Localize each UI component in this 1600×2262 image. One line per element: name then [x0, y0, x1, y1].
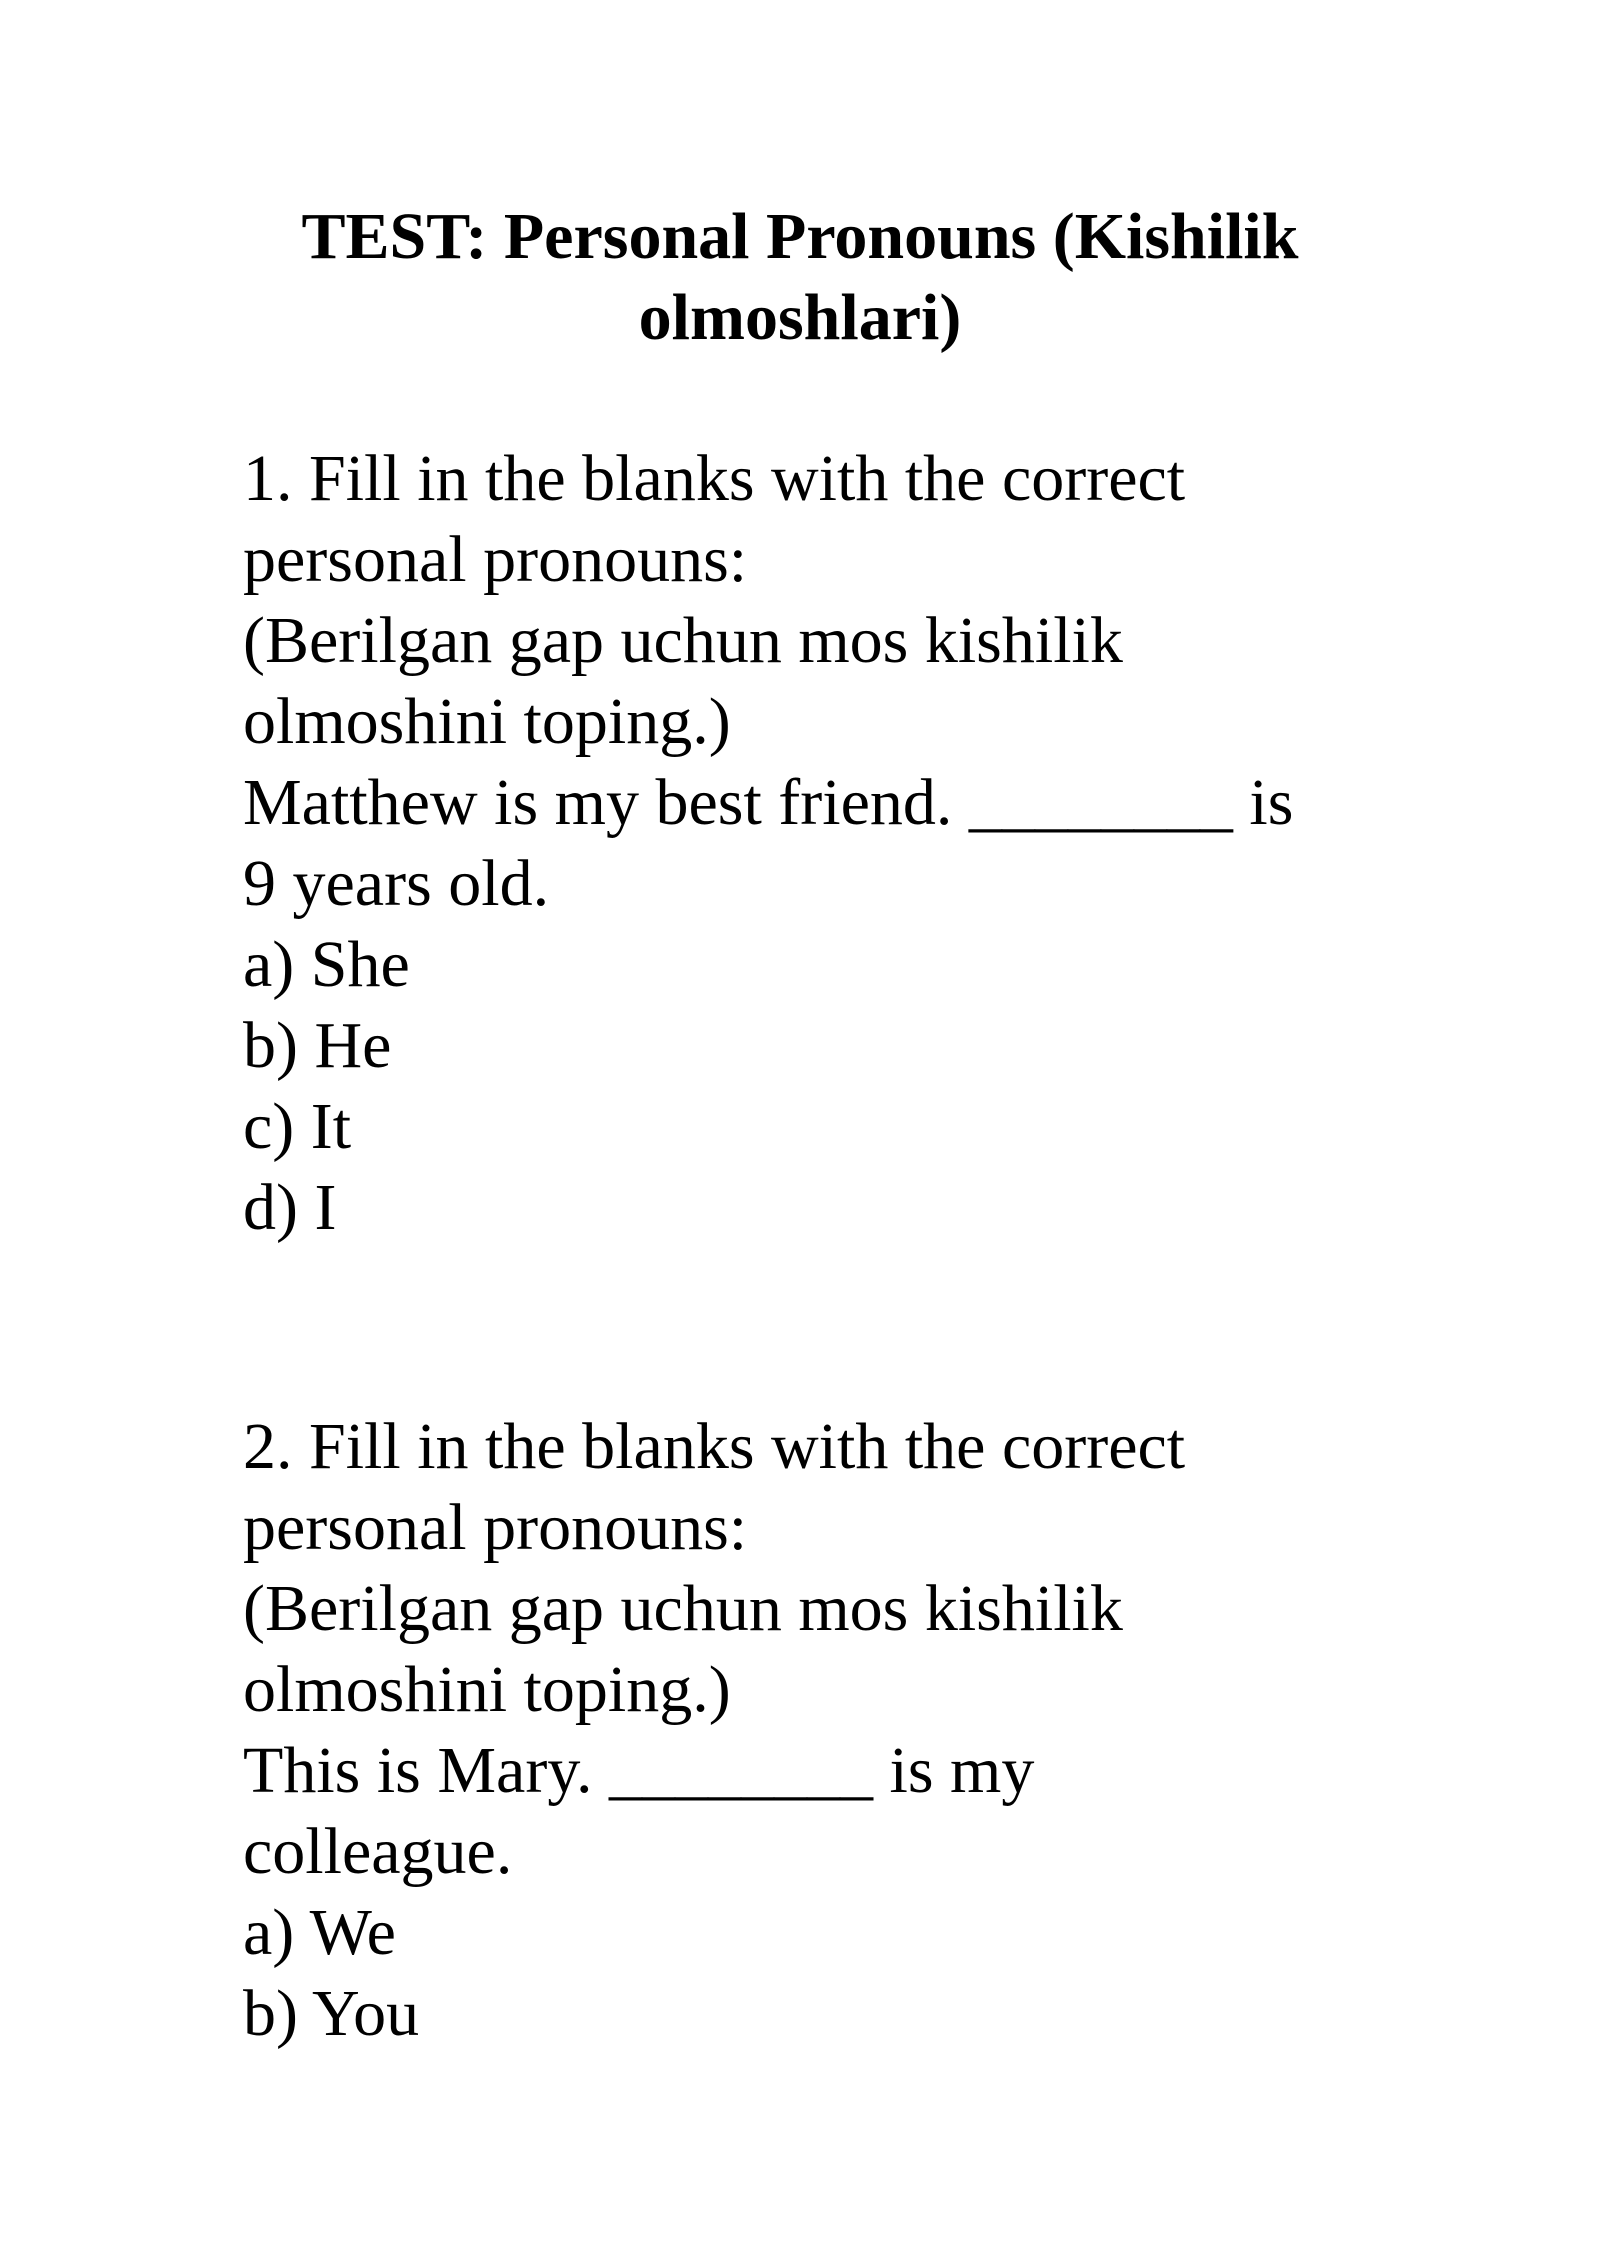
question-1-translation-line-1: (Berilgan gap uchun mos kishilik	[243, 604, 1123, 677]
question-1-sentence-line-1: Matthew is my best friend. ________ is	[243, 766, 1294, 839]
question-2-option-b: b) You	[243, 1977, 420, 2050]
question-1-translation-line-2: olmoshini toping.)	[243, 685, 731, 758]
question-2-sentence-line-2: colleague.	[243, 1815, 513, 1888]
question-2-translation-line-2: olmoshini toping.)	[243, 1653, 731, 1726]
title-line-1: TEST: Personal Pronouns (Kishilik	[301, 200, 1299, 273]
question-1-sentence-line-2: 9 years old.	[243, 847, 550, 920]
question-2-translation-line-1: (Berilgan gap uchun mos kishilik	[243, 1572, 1123, 1645]
question-1-option-b: b) He	[243, 1009, 392, 1082]
page-title	[243, 196, 1357, 358]
question-2-option-a: a) We	[243, 1896, 396, 1969]
question-2-sentence-line-1: This is Mary. ________ is my	[243, 1734, 1035, 1807]
question-2-prompt-line-2: personal pronouns:	[243, 1491, 748, 1564]
question-2	[243, 1406, 1383, 2054]
question-2-prompt-line-1: 2. Fill in the blanks with the correct	[243, 1410, 1186, 1483]
question-1-option-d: d) I	[243, 1171, 337, 1244]
question-1-option-c: c) It	[243, 1090, 352, 1163]
title-line-2: olmoshlari)	[638, 281, 962, 354]
question-1-option-a: a) She	[243, 928, 410, 1001]
question-1-prompt-line-1: 1. Fill in the blanks with the correct	[243, 442, 1186, 515]
question-1-prompt-line-2: personal pronouns:	[243, 523, 748, 596]
question-1	[243, 438, 1383, 1248]
